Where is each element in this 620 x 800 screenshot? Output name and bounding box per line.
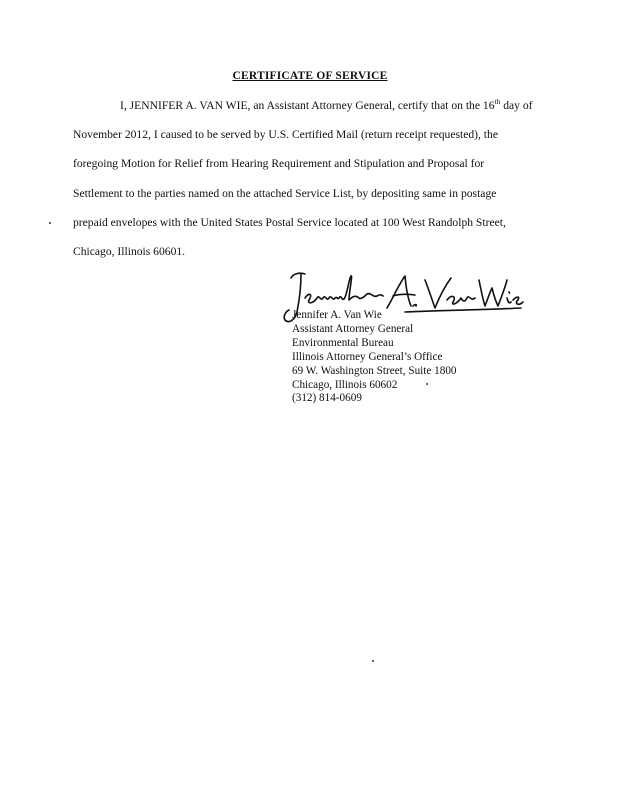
body-line-2: November 2012, I caused to be served by U.S. Certified Mail (return receipt requested), the [73,128,498,142]
ordinal-suffix: th [494,97,501,106]
signature-block [292,309,457,406]
signer-phone: (312) 814-0609 [292,392,362,405]
body-line-1-text: I, JENNIFER A. VAN WIE, an Assistant Attorney General, certify that on the 16 [120,99,495,112]
signer-address: 69 W. Washington Street, Suite 1800 [292,364,457,377]
body-line-1-end: day of [500,99,533,112]
signer-name: Jennifer A. Van Wie [292,309,382,321]
body-line-5: prepaid envelopes with the United States Postal Service located at 100 West Randolph Street, [73,215,506,229]
scan-speck [372,660,374,662]
certificate-title: CERTIFICATE OF SERVICE [232,70,388,82]
scan-speck [49,222,51,224]
signer-title: Assistant Attorney General [292,322,414,335]
body-line-6: Chicago, Illinois 60601. [73,245,186,259]
body-line-1 [73,91,563,120]
signer-city: Chicago, Illinois 60602 [292,378,398,391]
body-line-3: foregoing Motion for Relief from Hearing Requirement and Stipulation and Proposal for [73,157,485,171]
scan-speck [426,383,428,385]
certificate-body [73,91,563,266]
body-line-4: Settlement to the parties named on the attached Service List, by depositing same in postage [73,186,497,200]
signer-office: Illinois Attorney General’s Office [292,350,443,363]
signer-bureau: Environmental Bureau [292,336,394,349]
